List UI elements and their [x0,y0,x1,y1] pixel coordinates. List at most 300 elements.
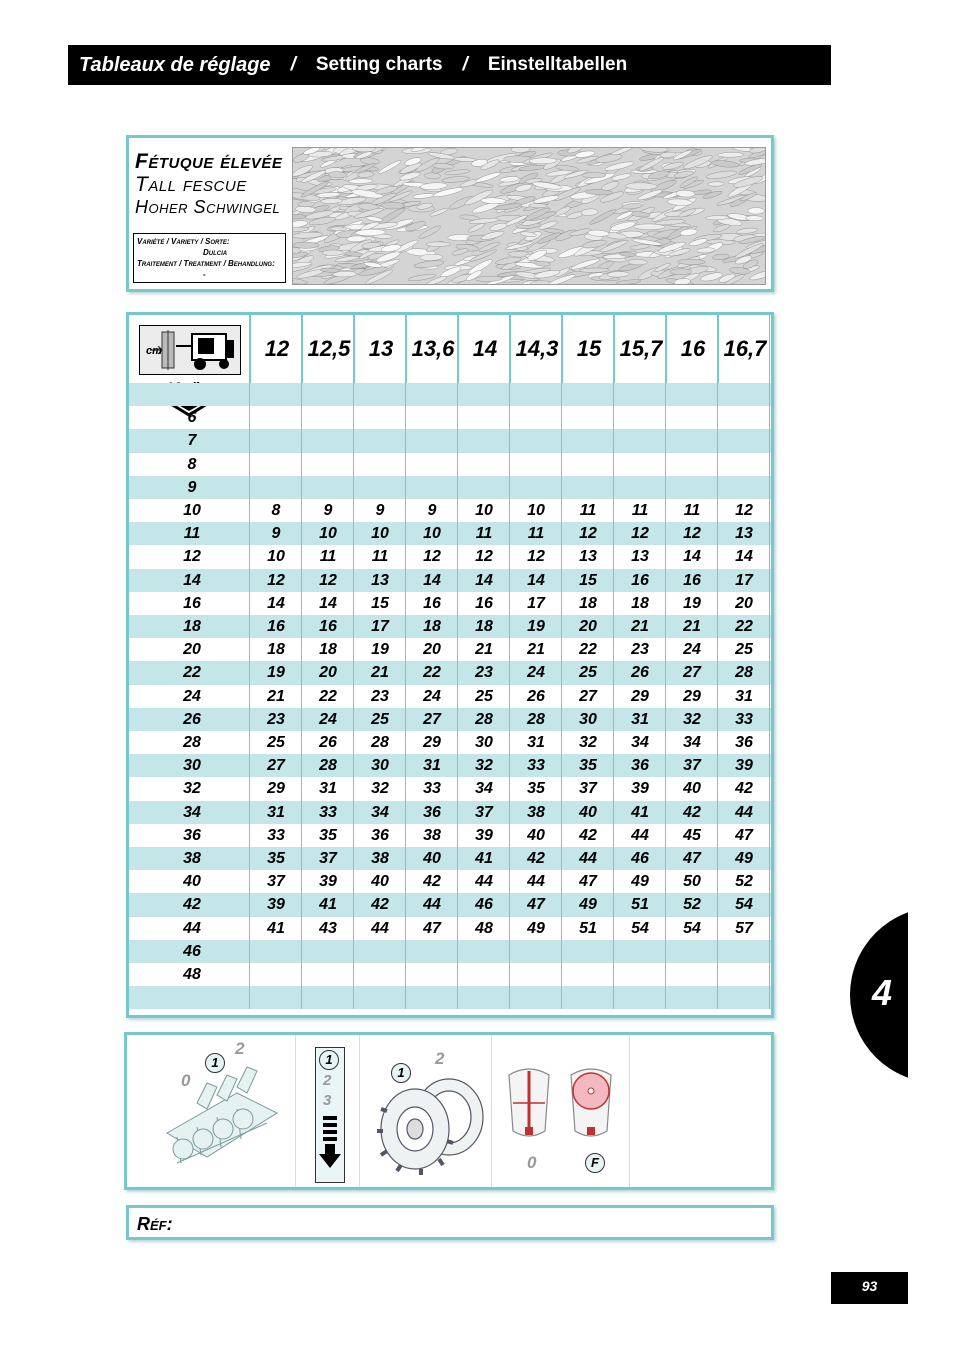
kgha-cell: 10 [183,502,201,519]
value-cell: 42 [371,896,389,914]
kgha-cell: 22 [183,664,201,682]
value-cell: 16 [631,571,649,589]
value-cell: 9 [427,502,437,519]
section-tab [850,908,908,1083]
value-cell [510,383,562,406]
value-cell: 40 [371,873,389,891]
value-cell: 29 [267,780,285,798]
value-cell [458,453,510,476]
lever-drawing-icon [157,1053,287,1183]
value-cell [250,986,302,1009]
value-cell [562,940,614,963]
value-cell: 44 [735,803,753,821]
table-row [129,893,771,916]
value-cell: 42 [735,780,753,798]
table-row [129,824,771,847]
ref-box [126,1205,774,1240]
value-cell: 44 [423,896,441,914]
table-row [129,522,771,545]
value-cell [510,453,562,476]
table-row [129,870,771,893]
value-cell: 16 [267,618,285,635]
value-cell: 26 [319,734,337,751]
variety-value: Dulcia [203,248,228,257]
seed-names [135,150,282,219]
value-cell: 39 [735,757,753,775]
value-cell [666,453,718,476]
value-cell: 39 [319,873,337,891]
table-row [129,801,771,824]
value-cell [562,429,614,452]
value-cell: 16 [475,594,493,612]
value-cell [562,383,614,406]
value-cell [562,986,614,1009]
value-cell [614,476,666,499]
value-cell [510,986,562,1009]
title-separator: / [462,54,468,75]
value-cell: 12 [527,548,545,566]
value-cell [614,406,666,429]
value-cell: 38 [371,850,389,867]
value-cell: 37 [475,803,493,821]
kgha-cell: 7 [187,432,197,450]
value-cell: 19 [527,618,545,635]
value-cell: 49 [527,919,545,937]
value-cell: 47 [423,919,441,937]
value-cell: 15 [371,594,389,612]
kgha-cell: 18 [183,618,201,635]
value-cell: 49 [631,873,649,891]
value-cell: 33 [735,710,753,728]
table-row [129,940,771,963]
value-cell: 33 [527,757,545,775]
column-header: 14 [458,315,511,383]
treatment-value: - [203,270,206,279]
value-cell [666,406,718,429]
value-cell: 25 [371,710,389,728]
gear-label-2: 2 [435,1049,445,1068]
value-cell: 43 [319,919,337,937]
value-cell: 10 [423,525,441,543]
value-cell [302,383,354,406]
value-cell [458,476,510,499]
value-cell: 11 [371,548,389,566]
gear-marker-1: 1 [391,1063,411,1083]
kgha-cell: 12 [183,548,201,566]
value-cell [302,406,354,429]
table-row [129,545,771,568]
column-header: 12,5 [302,315,355,383]
value-cell: 48 [475,919,493,937]
value-cell: 33 [319,803,337,821]
value-cell: 28 [735,664,753,682]
value-cell: 12 [579,525,597,543]
value-cell: 31 [631,710,649,728]
value-cell: 20 [579,618,597,635]
value-cell [406,986,458,1009]
value-cell: 13 [631,548,649,566]
value-cell: 42 [423,873,441,891]
value-cell: 39 [267,896,285,914]
lever-label-2: 2 [235,1039,245,1058]
table-row [129,638,771,661]
value-cell [354,429,406,452]
value-cell: 17 [527,594,545,612]
value-cell: 26 [631,664,649,682]
setting-table [126,312,774,1018]
value-cell: 34 [631,734,649,751]
value-cell [614,940,666,963]
seed-photo [292,147,766,285]
value-cell: 14 [527,571,545,589]
value-cell: 44 [371,919,389,937]
value-cell [718,406,770,429]
value-cell: 34 [475,780,493,798]
scale-marker-1: 1 [319,1050,339,1070]
column-header: 13,6 [406,315,459,383]
kgha-cell: 9 [187,478,197,496]
value-cell: 34 [683,734,701,751]
value-cell: 21 [631,618,649,635]
table-row [129,963,771,986]
value-cell: 20 [319,664,337,682]
kgha-cell: 40 [183,873,201,891]
value-cell: 25 [579,664,597,682]
value-cell: 29 [631,687,649,705]
value-cell [718,429,770,452]
value-cell: 49 [579,896,597,914]
value-cell: 52 [683,896,701,914]
table-row [129,499,771,522]
value-cell [510,406,562,429]
value-cell [562,963,614,986]
value-cell [406,383,458,406]
kgha-cell: 24 [183,687,201,705]
value-cell [510,429,562,452]
value-cell [354,383,406,406]
value-cell [406,476,458,499]
lever-marker-1: 1 [205,1053,225,1073]
value-cell: 11 [319,548,337,566]
value-cell: 37 [683,757,701,775]
value-cell [406,453,458,476]
value-cell [354,453,406,476]
value-cell: 47 [579,873,597,891]
table-row [129,453,771,476]
value-cell: 10 [371,525,389,543]
table-row [129,592,771,615]
seed-name-en: Tall fescue [135,173,247,196]
column-header: 16,7 [718,315,771,383]
value-cell: 19 [371,641,389,659]
value-cell: 52 [735,873,753,891]
column-header: 15 [562,315,615,383]
title-de: Einstelltabellen [487,54,628,75]
value-cell [354,476,406,499]
value-cell: 32 [683,710,701,728]
value-cell: 22 [735,618,753,635]
seed-name-de: Hoher Schwingel [135,197,281,217]
kgha-cell: 48 [183,966,201,983]
value-cell: 38 [527,803,545,821]
value-cell [302,429,354,452]
value-cell: 40 [423,850,441,867]
value-cell: 12 [735,502,753,519]
value-cell: 26 [527,687,545,705]
value-cell: 11 [683,502,701,519]
value-cell: 21 [475,641,493,659]
value-cell [666,429,718,452]
value-cell [510,940,562,963]
value-cell: 28 [319,757,337,775]
column-header: 13 [354,315,407,383]
value-cell [250,963,302,986]
value-cell: 47 [683,850,701,867]
value-cell: 19 [267,664,285,682]
page-number: 93 [831,1272,908,1304]
value-cell: 12 [267,571,285,589]
kgha-cell: 14 [183,571,201,589]
kgha-cell: 20 [183,641,201,659]
table-row [129,685,771,708]
value-cell [458,406,510,429]
kgha-cell: 32 [183,780,201,798]
value-cell [718,453,770,476]
value-cell: 30 [475,734,493,751]
value-cell: 44 [475,873,493,891]
value-cell: 38 [423,826,441,844]
kgha-cell: 44 [183,919,201,937]
value-cell [302,963,354,986]
value-cell: 11 [527,525,545,543]
value-cell: 11 [475,525,493,543]
table-row [129,917,771,940]
value-cell: 23 [267,710,285,728]
value-cell: 54 [631,919,649,937]
value-cell [510,476,562,499]
value-cell [406,406,458,429]
kgha-cell: 16 [183,594,201,612]
kgha-cell: 42 [183,896,201,914]
kgha-cell [129,986,247,1009]
seed-name-fr: Fétuque élevée [135,150,283,173]
value-cell: 37 [579,780,597,798]
value-cell: 14 [735,548,753,566]
value-cell [562,406,614,429]
value-cell: 18 [579,594,597,612]
value-cell: 34 [371,803,389,821]
value-cell [614,986,666,1009]
value-cell: 37 [267,873,285,891]
variety-box [133,233,286,283]
value-cell: 12 [423,548,441,566]
flap-drawing-icon [501,1061,621,1171]
value-cell [458,383,510,406]
value-cell: 41 [631,803,649,821]
table-row [129,731,771,754]
kgha-cell: 46 [183,942,201,960]
value-cell: 35 [267,850,285,867]
table-row [129,383,771,406]
value-cell: 23 [475,664,493,682]
value-cell: 16 [423,594,441,612]
value-cell: 51 [579,919,597,937]
value-cell: 28 [475,710,493,728]
value-cell [250,429,302,452]
value-cell: 44 [631,826,649,844]
value-cell: 32 [371,780,389,798]
value-cell: 12 [319,571,337,589]
value-cell: 20 [735,594,753,612]
value-cell: 9 [375,502,385,519]
table-row [129,661,771,684]
value-cell: 32 [475,757,493,775]
value-cell [458,963,510,986]
value-cell [354,940,406,963]
value-cell: 46 [631,850,649,867]
value-cell: 54 [683,919,701,937]
kgha-cell: 26 [183,710,201,728]
value-cell: 42 [579,826,597,844]
scale-setting [315,1047,345,1183]
value-cell: 35 [319,826,337,844]
kgha-cell: 11 [183,525,201,543]
value-cell [666,940,718,963]
value-cell [666,383,718,406]
value-cell: 41 [319,896,337,914]
kgha-cell: 30 [183,757,201,775]
value-cell: 24 [423,687,441,705]
value-cell: 44 [527,873,545,891]
ref-label: Réf: [137,1214,173,1234]
value-cell [250,383,302,406]
value-cell [302,940,354,963]
table-row [129,777,771,800]
treatment-label: Traitement / Treatment / Behandlung: [137,259,275,268]
value-cell: 16 [683,571,701,589]
value-cell: 11 [579,502,597,519]
table-row [129,569,771,592]
value-cell: 47 [527,896,545,914]
header-bar [68,45,831,85]
value-cell [614,453,666,476]
value-cell [666,476,718,499]
value-cell: 13 [579,548,597,566]
value-cell: 21 [267,687,285,705]
column-header: 16 [666,315,719,383]
value-cell [406,940,458,963]
value-cell: 18 [631,594,649,612]
drill-icon [139,325,241,375]
flap-marker-closed: F [585,1153,605,1173]
value-cell: 13 [735,525,753,543]
value-cell: 25 [735,641,753,659]
value-cell: 46 [475,896,493,914]
value-cell: 33 [267,826,285,844]
value-cell [250,476,302,499]
value-cell [302,986,354,1009]
table-row [129,754,771,777]
value-cell [666,986,718,1009]
table-row [129,847,771,870]
table-row [129,615,771,638]
value-cell: 35 [527,780,545,798]
value-cell [614,383,666,406]
value-cell: 31 [319,780,337,798]
value-cell: 42 [527,850,545,867]
value-cell: 14 [319,594,337,612]
arrow-down-icon [316,1114,344,1184]
title-separator: / [290,54,296,75]
kgha-cell: 8 [187,455,197,473]
value-cell: 36 [631,757,649,775]
value-cell: 8 [271,502,281,519]
value-cell: 11 [631,502,649,519]
column-header: 14,3 [510,315,563,383]
value-cell: 14 [267,594,285,612]
value-cell: 50 [683,873,701,891]
value-cell [250,406,302,429]
column-header: 15,7 [614,315,667,383]
value-cell [718,986,770,1009]
value-cell: 31 [735,687,753,705]
value-cell: 25 [475,687,493,705]
table-row [129,986,771,1009]
value-cell: 9 [271,525,281,543]
value-cell [406,429,458,452]
value-cell: 9 [323,502,333,519]
table-row [129,406,771,429]
value-cell: 27 [267,757,285,775]
value-cell: 13 [371,571,389,589]
value-cell: 51 [631,896,649,914]
settings-panel [124,1032,774,1190]
value-cell [510,963,562,986]
kgha-cell: 28 [183,734,201,751]
scale-label-3: 3 [323,1092,332,1109]
value-cell: 29 [423,734,441,751]
value-cell: 17 [371,618,389,635]
value-cell: 22 [319,687,337,705]
value-cell: 54 [735,896,753,914]
kgha-cell [129,383,247,406]
value-cell [666,963,718,986]
scale-label-2: 2 [323,1072,332,1089]
value-cell: 23 [371,687,389,705]
value-cell: 27 [579,687,597,705]
section-number: 4 [872,972,893,1013]
title-en: Setting charts [315,54,443,75]
value-cell: 10 [319,525,337,543]
kgha-cell: 38 [183,850,201,867]
flap-label-open: 0 [527,1153,537,1172]
value-cell: 14 [423,571,441,589]
value-cell [302,476,354,499]
value-cell: 45 [683,826,701,844]
value-cell: 27 [423,710,441,728]
value-cell: 10 [475,502,493,519]
table-row [129,429,771,452]
column-header: 12 [250,315,303,383]
value-cell: 15 [579,571,597,589]
kgha-cell: 36 [183,826,201,844]
value-cell: 20 [423,641,441,659]
value-cell: 40 [579,803,597,821]
value-cell: 12 [683,525,701,543]
value-cell: 21 [527,641,545,659]
value-cell: 44 [579,850,597,867]
value-cell [354,986,406,1009]
